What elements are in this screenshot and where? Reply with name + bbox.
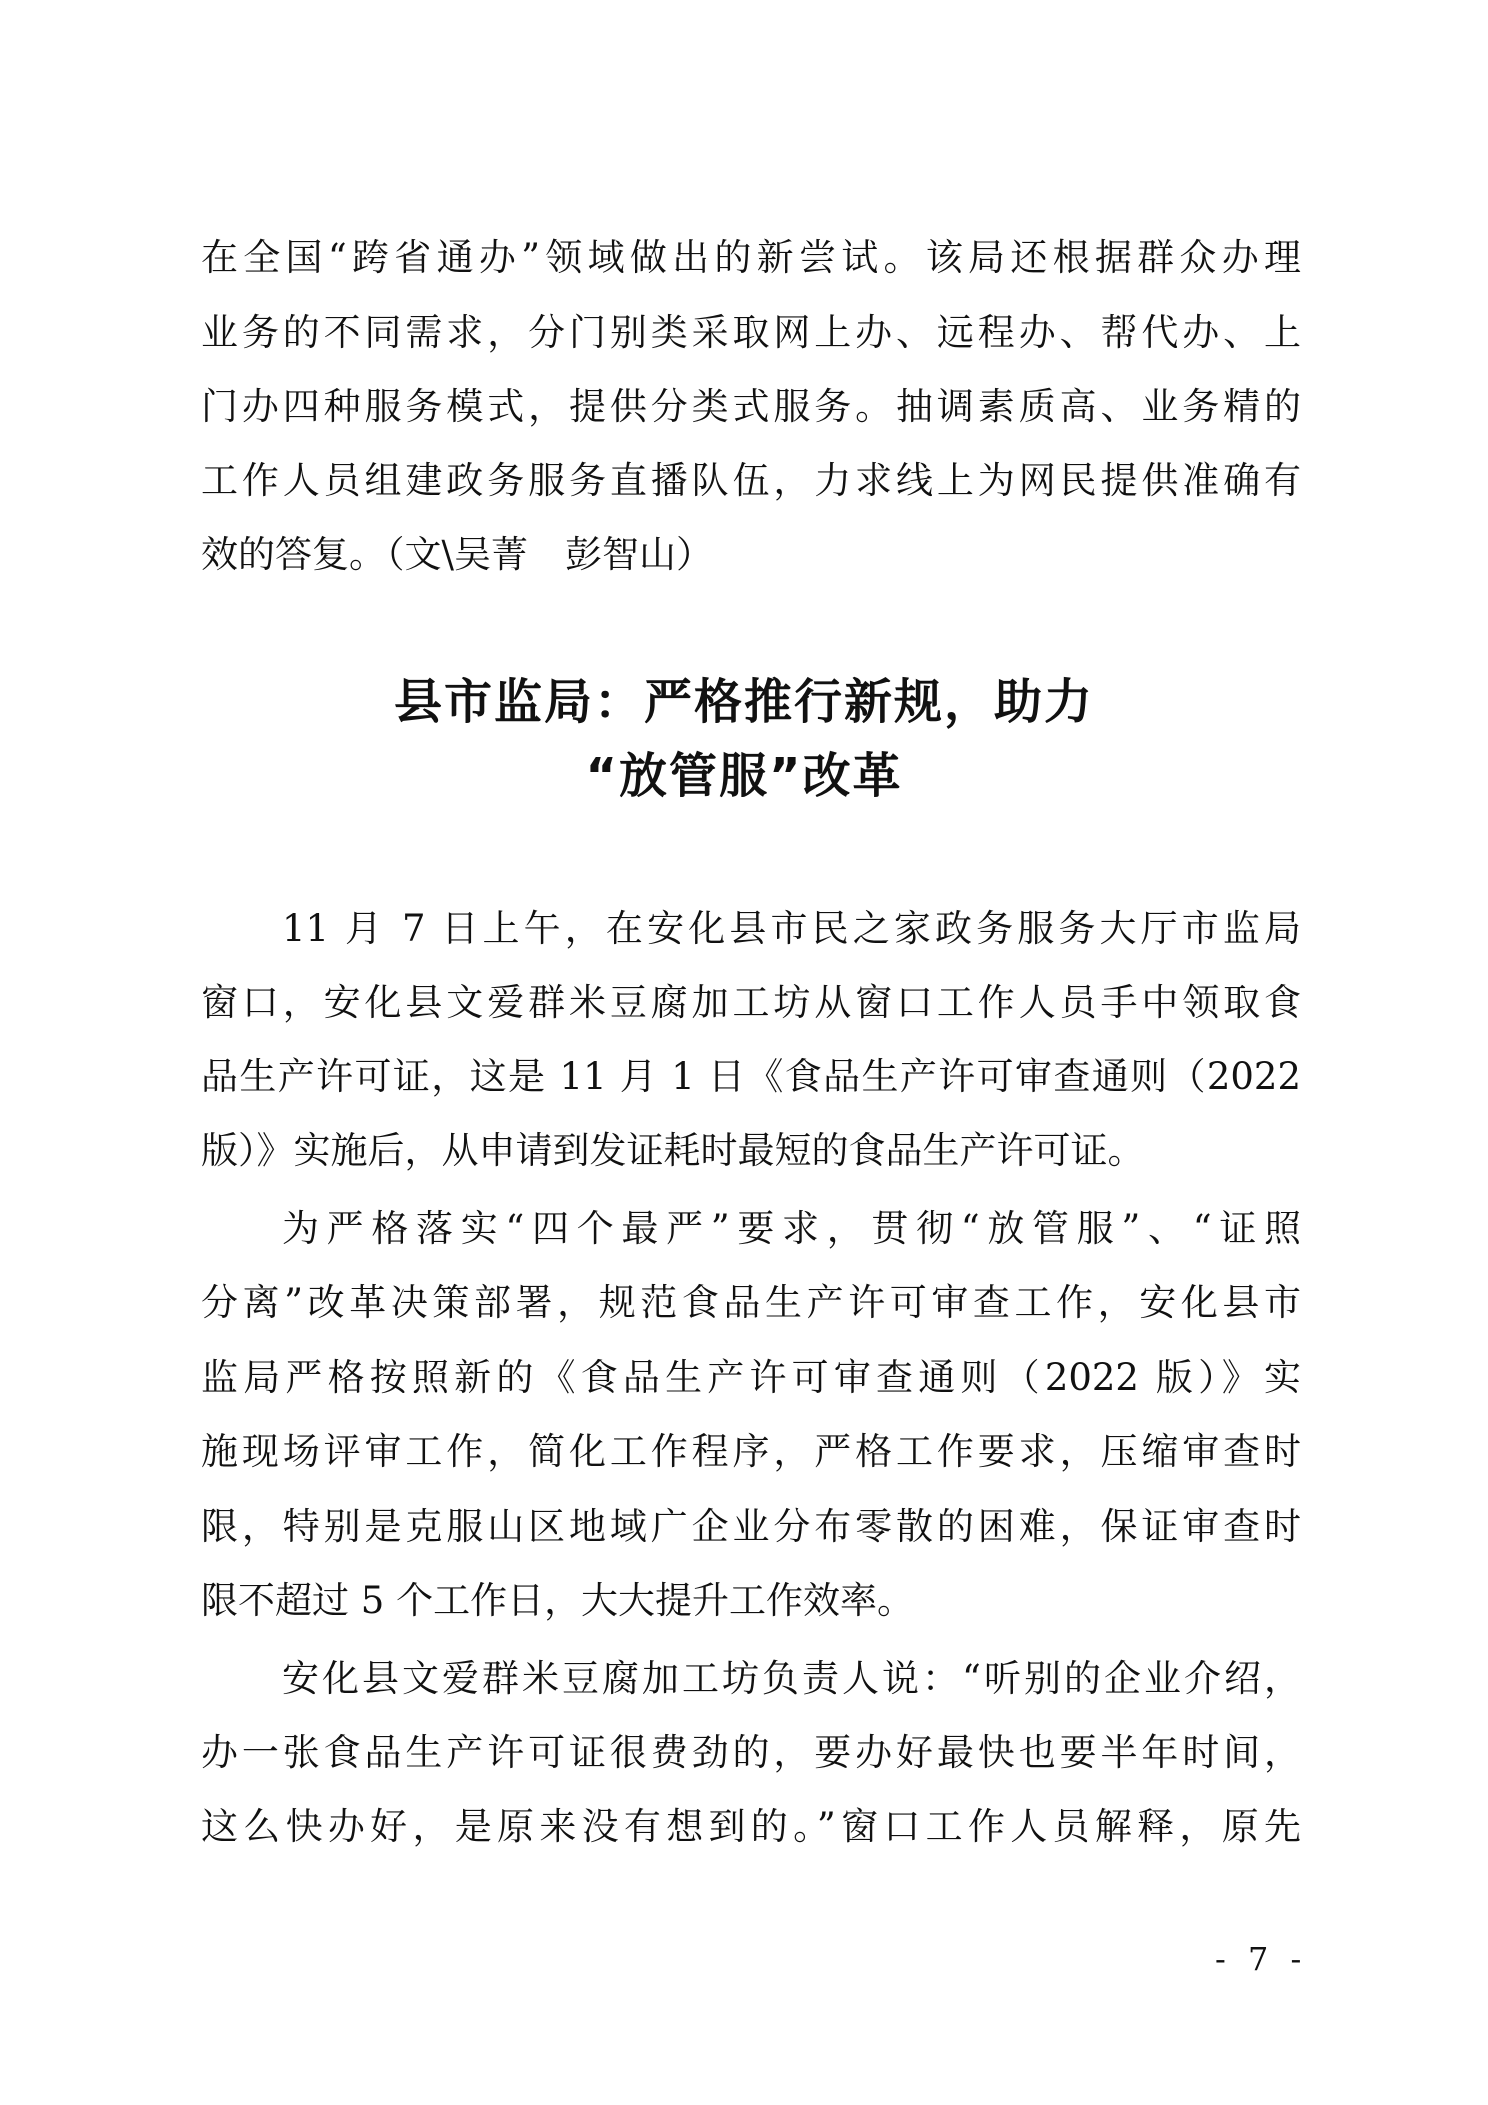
text-line: 办一张食品生产许可证很费劲的，要办好最快也要半年时间，: [201, 1731, 1301, 1774]
text-line: 11 月 7 日上午，在安化县市民之家政务服务大厅市监局: [282, 907, 1301, 950]
text-line: 在全国“跨省通办”领域做出的新尝试。该局还根据群众办理: [201, 236, 1301, 279]
text-line: 限不超过 5 个工作日，大大提升工作效率。: [201, 1579, 915, 1622]
text-line: 分离”改革决策部署，规范食品生产许可审查工作，安化县市: [201, 1281, 1301, 1324]
text-line: 工作人员组建政务服务直播队伍，力求线上为网民提供准确有: [201, 459, 1301, 502]
text-line: 安化县文爱群米豆腐加工坊负责人说：“听别的企业介绍，: [282, 1657, 1301, 1700]
text-line: 窗口，安化县文爱群米豆腐加工坊从窗口工作人员手中领取食: [201, 981, 1301, 1024]
text-line: 这么快办好，是原来没有想到的。”窗口工作人员解释，原先: [201, 1805, 1301, 1848]
title-line: “放管服”改革: [585, 748, 903, 804]
text-line: 监局严格按照新的《食品生产许可审查通则（2022 版）》实: [201, 1356, 1301, 1399]
text-line: 业务的不同需求，分门别类采取网上办、远程办、帮代办、上: [201, 311, 1301, 354]
text-line: 版）》实施后，从申请到发证耗时最短的食品生产许可证。: [201, 1129, 1145, 1172]
text-line: 品生产许可证，这是 11 月 1 日《食品生产许可审查通则（2022: [201, 1055, 1301, 1098]
text-line: 效的答复。（文\吴菁 彭智山）: [201, 533, 713, 576]
page-number: - 7 -: [1215, 1940, 1308, 1978]
text-line: 门办四种服务模式，提供分类式服务。抽调素质高、业务精的: [201, 385, 1301, 428]
text-line: 施现场评审工作，简化工作程序，严格工作要求，压缩审查时: [201, 1430, 1301, 1473]
title-line: 县市监局：严格推行新规，助力: [393, 674, 1094, 730]
text-line: 限，特别是克服山区地域广企业分布零散的困难，保证审查时: [201, 1505, 1301, 1548]
text-line: 为严格落实“四个最严”要求，贯彻“放管服”、“证照: [282, 1207, 1301, 1250]
